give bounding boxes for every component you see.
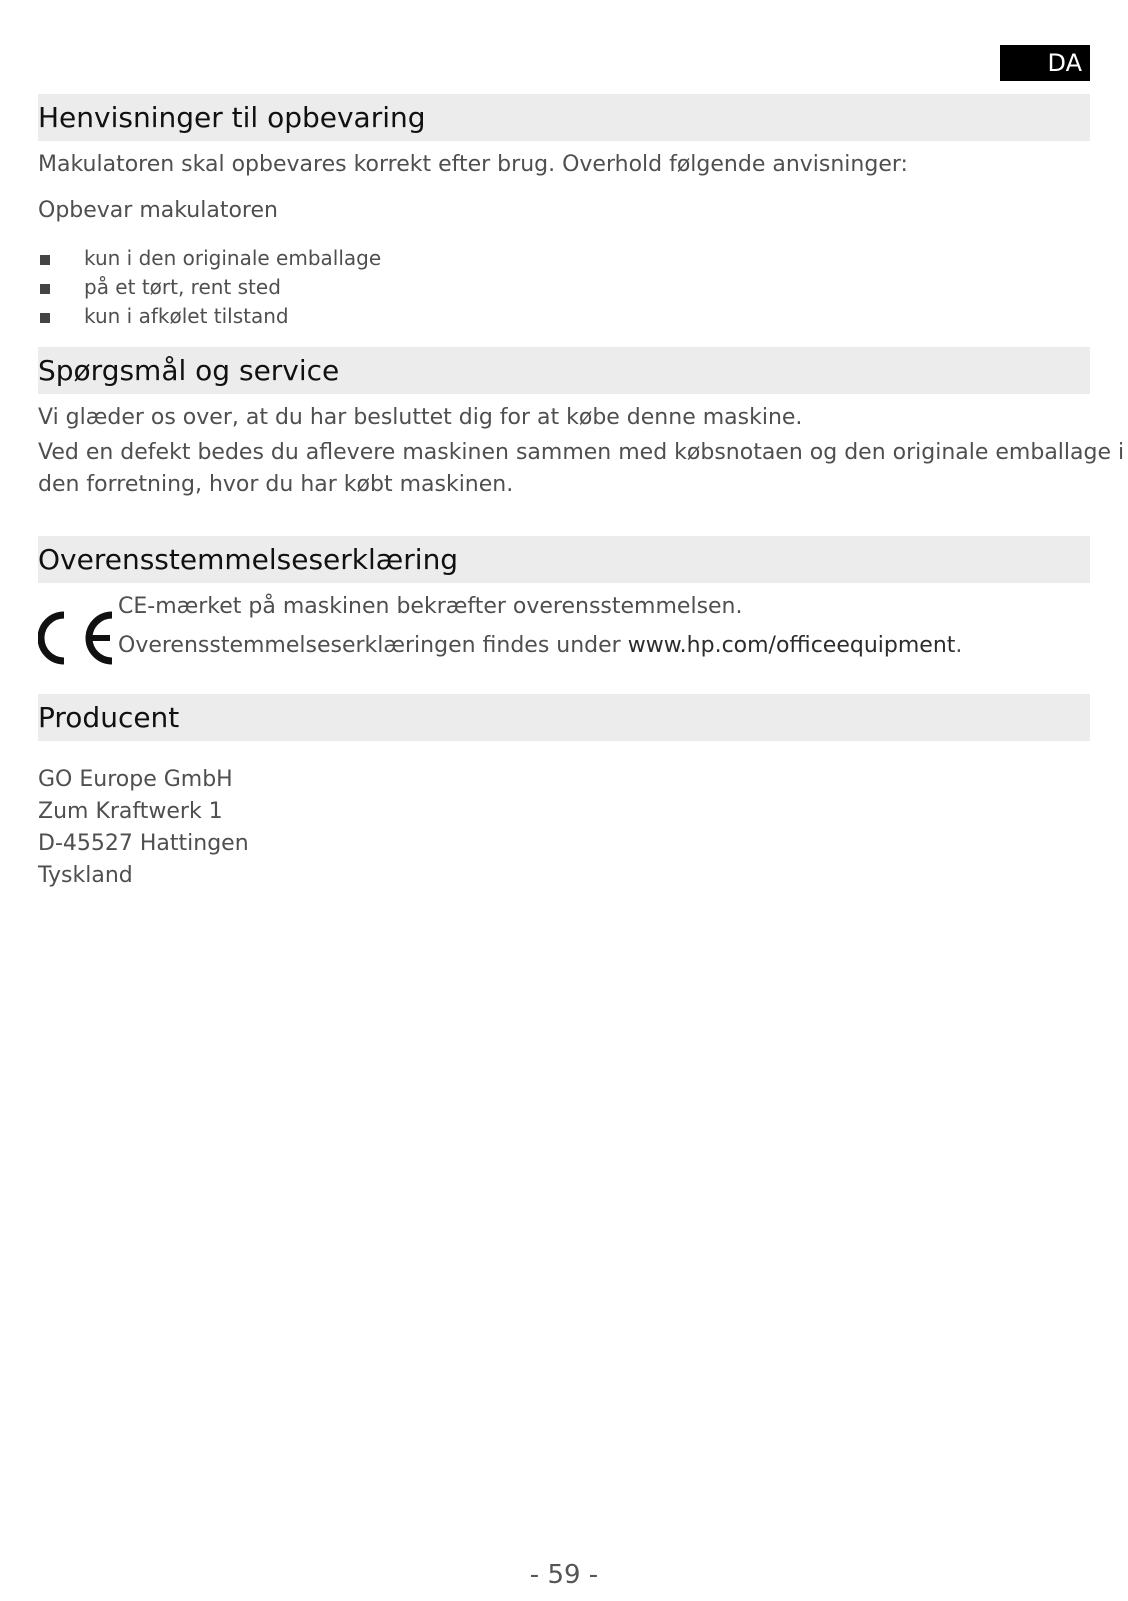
conformity-url-link[interactable]: www.hp.com/officeequipment (627, 633, 956, 658)
service-line-1: Vi glæder os over, at du har besluttet dig for at købe denne maskine. (38, 405, 803, 430)
list-item (38, 302, 381, 331)
language-tab: DA (1000, 45, 1090, 81)
conformity-line-2 (118, 630, 962, 662)
manufacturer-heading: Producent (38, 701, 180, 734)
bullet-text: kun i den originale emballage (84, 246, 382, 270)
address-line: GO Europe GmbH (38, 767, 233, 792)
manufacturer-heading-bar (38, 694, 1090, 741)
service-heading: Spørgsmål og service (38, 354, 340, 387)
ce-mark-icon (38, 611, 118, 665)
bullet-square-icon (40, 313, 50, 323)
storage-intro: Makulatoren skal opbevares korrekt efter brug. Overhold følgende anvisninger: (38, 152, 908, 177)
list-item (38, 244, 381, 273)
conformity-heading: Overensstemmelseserklæring (38, 543, 459, 576)
conformity-line-2-prefix: Overensstemmelseserklæringen findes under (118, 633, 628, 658)
service-heading-bar (38, 347, 1090, 394)
address-line: D-45527 Hattingen (38, 831, 249, 856)
storage-heading-bar (38, 94, 1090, 141)
storage-lead: Opbevar makulatoren (38, 198, 278, 223)
conformity-heading-bar (38, 536, 1090, 583)
storage-heading: Henvisninger til opbevaring (38, 101, 426, 134)
conformity-line-2-suffix: . (955, 633, 963, 658)
bullet-square-icon (40, 284, 50, 294)
bullet-text: på et tørt, rent sted (84, 275, 281, 299)
service-line-2: Ved en defekt bedes du aflevere maskinen sammen med købsnotaen og den originale emballage i (38, 440, 1125, 465)
address-line: Tyskland (38, 863, 133, 888)
bullet-square-icon (40, 255, 50, 265)
address-line: Zum Kraftwerk 1 (38, 799, 223, 824)
service-line-3: den forretning, hvor du har købt maskinen. (38, 472, 514, 497)
storage-bullet-list (38, 244, 381, 331)
page-number: - 59 - (529, 1560, 599, 1590)
conformity-line-1: CE-mærket på maskinen bekræfter overensstemmelsen. (118, 594, 743, 619)
bullet-text: kun i afkølet tilstand (84, 304, 289, 328)
manufacturer-address (38, 764, 249, 892)
list-item (38, 273, 381, 302)
